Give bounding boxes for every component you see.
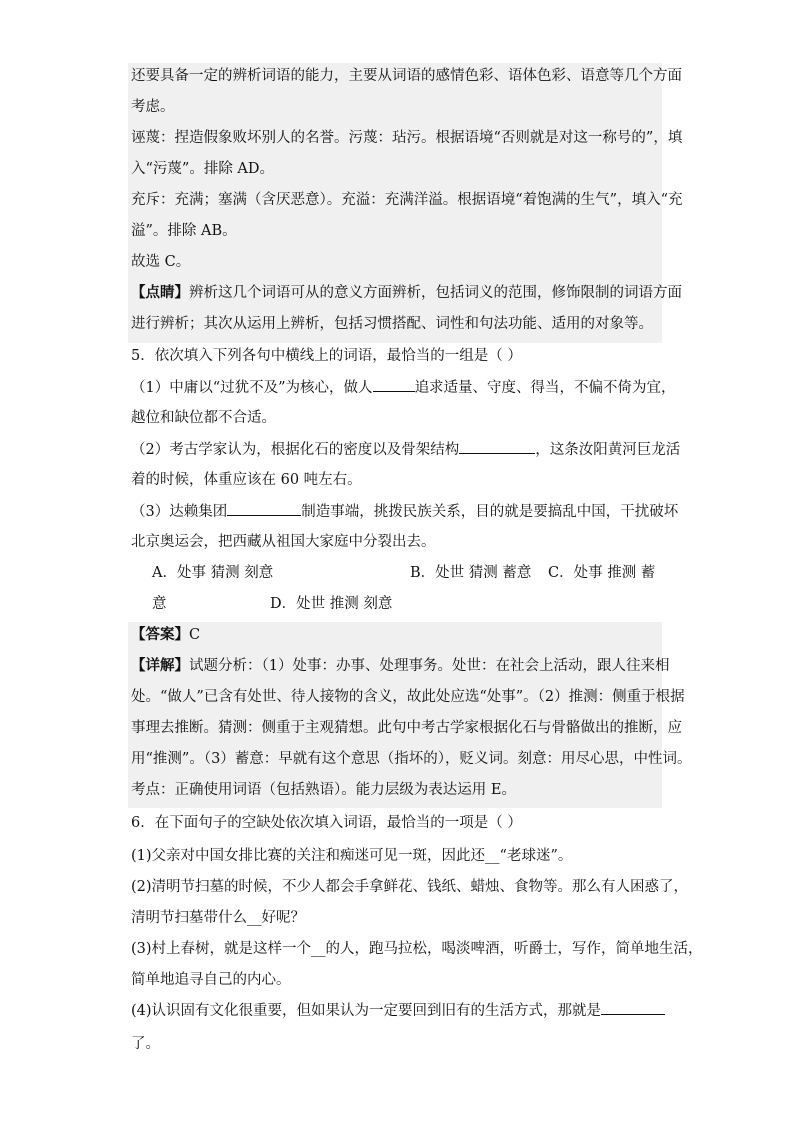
- q5-sentence-3: （3）达赖集团 制造事端，挑拨民族关系，目的就是要搞乱中国，干扰破坏: [131, 501, 678, 522]
- q6-sentence-4-cont: 了。: [131, 1036, 160, 1052]
- q5-option-c: C．处事 推测 蓄: [548, 565, 656, 581]
- tip-text: 辨析这几个词语可从的意义方面辨析，包括词义的范围，修饰限制的词语方面: [189, 285, 682, 301]
- q5-detail-text: 事理去推断。猜测：侧重于主观猜想。此句中考古学家根据化石与骨骼做出的推断，应: [131, 720, 682, 736]
- q6-sentence-3: (3)村上春树，就是这样一个__的人，跑马拉松，喝淡啤酒，听爵士，写作，简单地生活，: [131, 941, 703, 957]
- answer-text: 诬蔑：捏造假象败坏别人的名誉。污蔑：玷污。根据语境“否则就是对这一称号的”，填: [131, 130, 683, 146]
- q6-sentence-1: (1)父亲对中国女排比赛的关注和痴迷可见一斑，因此还__“老球迷”。: [131, 848, 573, 864]
- q5-detail-text: 考点：正确使用词语（包括熟语）。能力层级为表达运用 E。: [131, 782, 516, 798]
- q5-detail: 【详解】试题分析：（1）处事：办事、处理事务。处世：在社会上活动，跟人往来相: [131, 657, 670, 674]
- answer-text: 考虑。: [131, 99, 175, 115]
- answer-label: 【答案】: [131, 626, 189, 643]
- q5-option-b: B．处世 猜测 蓄意: [410, 565, 532, 581]
- tip-label: 【点睛】: [131, 284, 189, 301]
- tip-text: 进行辨析；其次从运用上辨析，包括习惯搭配、词性和句法功能、适用的对象等。: [131, 316, 653, 332]
- fill-blank: [601, 1004, 665, 1015]
- answer-text: 入“污蔑”。排除 AD。: [131, 161, 275, 177]
- q5-sentence-1: （1）中庸以“过犹不及”为核心，做人 追求适量、守度、得当，不偏不倚为宜，: [131, 377, 676, 398]
- q5-option-a: A．处事 猜测 刻意: [152, 565, 274, 581]
- q6-stem: 6．在下面句子的空缺处依次填入词语，最恰当的一项是（ ）: [131, 815, 522, 831]
- q5-sentence-2: （2）考古学家认为，根据化石的密度以及骨架结构 ，这条汝阳黄河巨龙活: [131, 439, 680, 460]
- fill-blank: [459, 439, 535, 454]
- answer-text: 充斥：充满；塞满（含厌恶意）。充溢：充满洋溢。根据语境“着饱满的生气”，填入“充: [131, 192, 683, 208]
- q5-sentence-3-cont: 北京奥运会，把西藏从祖国大家庭中分裂出去。: [131, 534, 436, 550]
- q5-option-d: D．处世 推测 刻意: [270, 596, 393, 612]
- q5-sentence-2-cont: 着的时候，体重应该在 60 吨左右。: [131, 472, 362, 488]
- q5-sentence-1-cont: 越位和缺位都不合适。: [131, 410, 276, 426]
- q5-option-c-cont: 意: [152, 596, 167, 612]
- answer-text: 还要具备一定的辨析词语的能力，主要从词语的感情色彩、语体色彩、语意等几个方面: [131, 68, 682, 84]
- detail-label: 【详解】: [131, 657, 189, 674]
- q6-sentence-2: (2)清明节扫墓的时候，不少人都会手拿鲜花、钱纸、蜡烛、食物等。那么有人困惑了，: [131, 879, 689, 895]
- answer-value: C: [189, 627, 201, 643]
- answer-text: 故选 C。: [131, 254, 191, 270]
- q6-sentence-4: (4)认识固有文化很重要，但如果认为一定要回到旧有的生活方式，那就是: [131, 1001, 665, 1021]
- fill-blank: [373, 377, 415, 392]
- q5-answer: [131, 625, 200, 645]
- q5-detail-text: 用“推测”。（3）蓄意：早就有这个意思（指坏的），贬义词。刻意：用尽心思，中性词。: [131, 751, 692, 767]
- q6-sentence-2-cont: 清明节扫墓带什么__好呢？: [131, 910, 305, 926]
- q5-stem: 5．依次填入下列各句中横线上的词语，最恰当的一组是（ ）: [131, 348, 522, 364]
- q5-detail-text: 处。“做人”已含有处世、待人接物的含义，故此处应选“处事”。（2）推测：侧重于根据: [131, 689, 685, 705]
- fill-blank: [227, 501, 301, 516]
- q6-sentence-3-cont: 简单地追寻自己的内心。: [131, 972, 291, 988]
- answer-text: 溢”。排除 AB。: [131, 223, 237, 239]
- tip-paragraph: [131, 283, 682, 303]
